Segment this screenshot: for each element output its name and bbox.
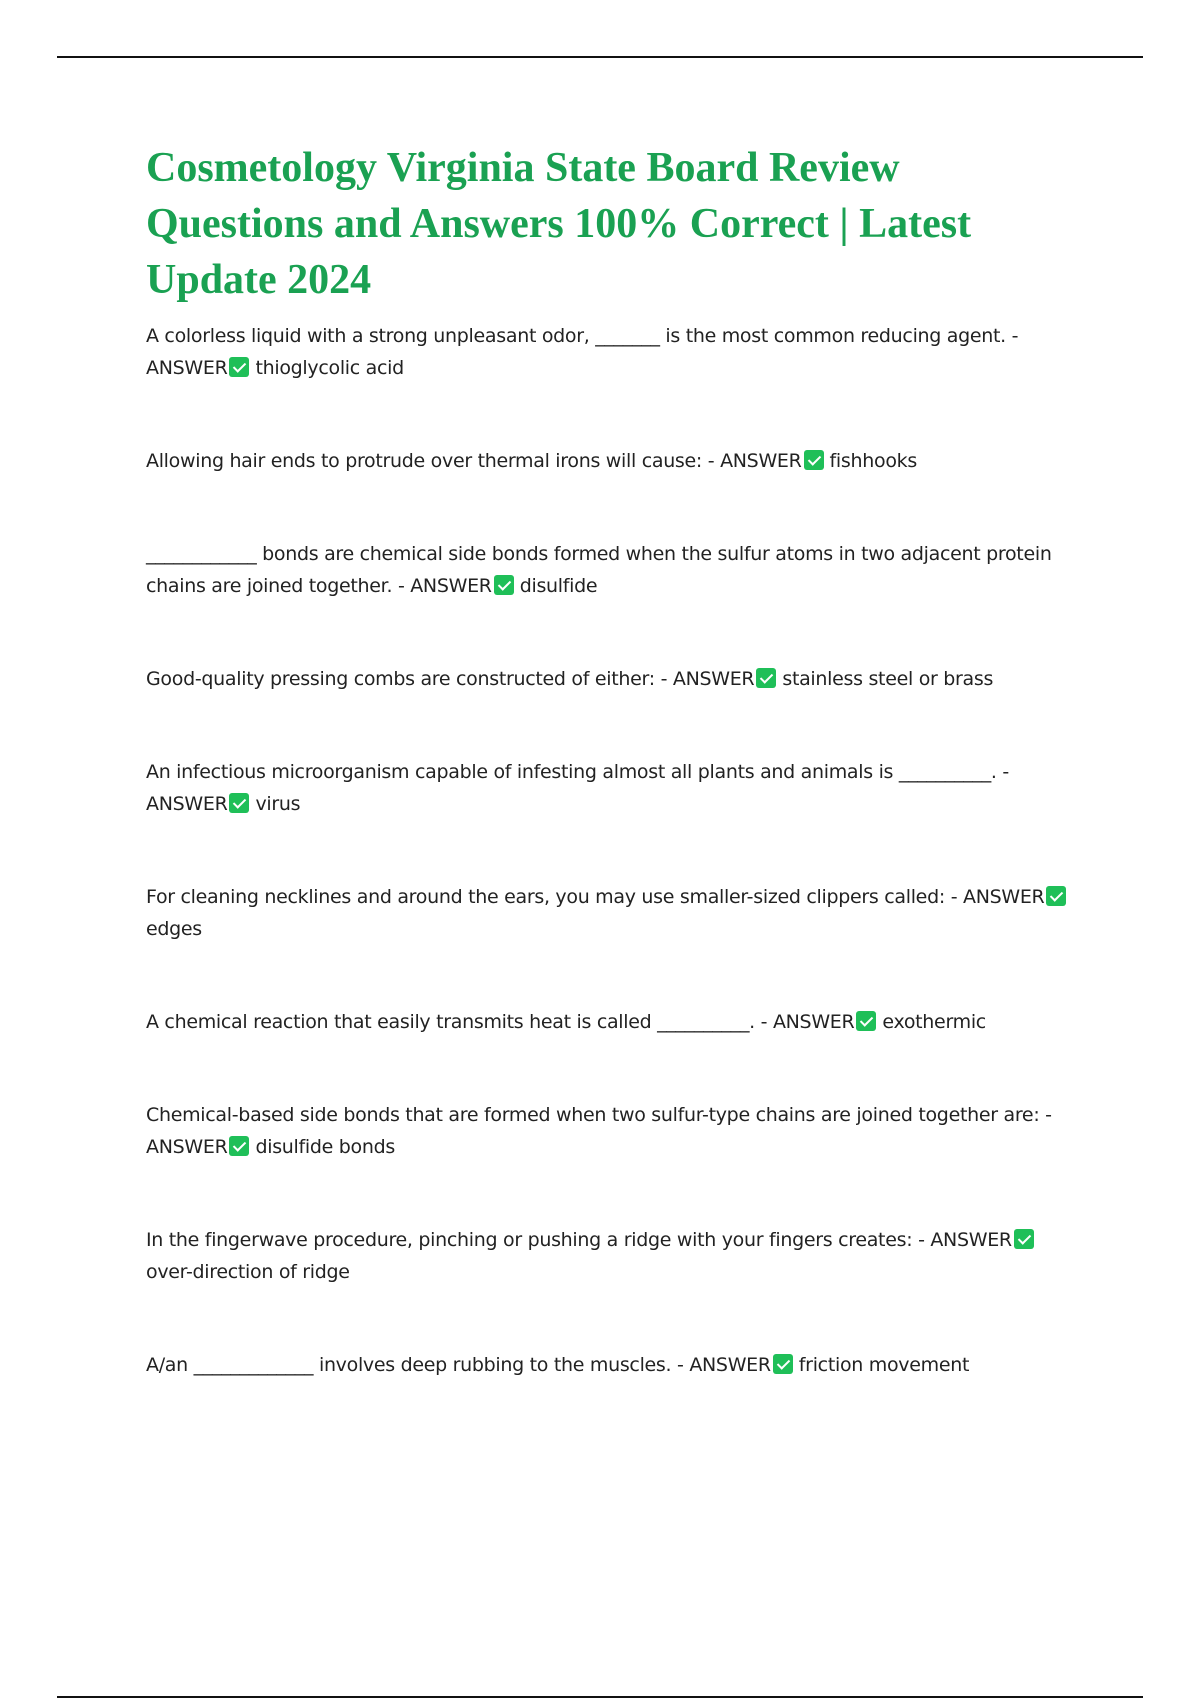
- check-icon: [756, 668, 776, 688]
- check-icon: [494, 575, 514, 595]
- question-text: In the fingerwave procedure, pinching or pushing a ridge with your fingers creates:: [146, 1229, 913, 1251]
- qa-item: [146, 756, 1086, 820]
- answer-text: virus: [255, 793, 301, 815]
- qa-item: [146, 1349, 1086, 1381]
- answer-text: exothermic: [882, 1011, 986, 1033]
- qa-item: [146, 1006, 1086, 1038]
- check-icon: [229, 1136, 249, 1156]
- bottom-divider: [57, 1696, 1143, 1698]
- answer-marker: - ANSWER: [918, 1229, 1012, 1251]
- answer-marker: - ANSWER: [950, 886, 1045, 908]
- top-divider: [57, 56, 1143, 58]
- check-icon: [1014, 1229, 1034, 1249]
- qa-item: [146, 445, 1086, 477]
- answer-marker: - ANSWER: [146, 325, 1019, 379]
- answer-marker: - ANSWER: [146, 761, 1009, 815]
- answer-marker: - ANSWER: [760, 1011, 855, 1033]
- answer-text: fishhooks: [829, 450, 917, 472]
- qa-item: [146, 663, 1086, 695]
- question-text: Chemical-based side bonds that are formed when two sulfur-type chains are joined together are:: [146, 1104, 1040, 1126]
- answer-marker: - ANSWER: [397, 575, 492, 597]
- question-text: ____________ bonds are chemical side bonds formed when the sulfur atoms in two adjacent protein chains are joined together.: [146, 543, 1052, 597]
- qa-item: [146, 881, 1086, 945]
- answer-text: over-direction of ridge: [146, 1261, 350, 1283]
- question-text: A chemical reaction that easily transmits heat is called __________.: [146, 1011, 755, 1033]
- qa-list: [146, 320, 1086, 1381]
- qa-item: [146, 538, 1086, 602]
- document-body: [146, 140, 1086, 1381]
- answer-text: friction movement: [798, 1354, 970, 1376]
- answer-marker: - ANSWER: [707, 450, 802, 472]
- check-icon: [229, 793, 249, 813]
- answer-text: thioglycolic acid: [255, 357, 404, 379]
- answer-marker: - ANSWER: [660, 668, 755, 690]
- question-text: A colorless liquid with a strong unpleasant odor, _______ is the most common reducing agent.: [146, 325, 1006, 347]
- check-icon: [804, 450, 824, 470]
- answer-marker: - ANSWER: [146, 1104, 1052, 1158]
- answer-text: disulfide: [519, 575, 598, 597]
- answer-text: stainless steel or brass: [782, 668, 994, 690]
- document-title: Cosmetology Virginia State Board Review Questions and Answers 100% Correct | Latest Update 2024: [146, 145, 972, 303]
- answer-text: disulfide bonds: [255, 1136, 395, 1158]
- check-icon: [229, 357, 249, 377]
- check-icon: [773, 1354, 793, 1374]
- question-text: Allowing hair ends to protrude over thermal irons will cause:: [146, 450, 703, 472]
- answer-text: edges: [146, 918, 202, 940]
- question-text: An infectious microorganism capable of infesting almost all plants and animals is __________.: [146, 761, 997, 783]
- question-text: Good-quality pressing combs are constructed of either:: [146, 668, 655, 690]
- question-text: A/an _____________ involves deep rubbing to the muscles.: [146, 1354, 672, 1376]
- qa-item: [146, 1099, 1086, 1163]
- question-text: For cleaning necklines and around the ears, you may use smaller-sized clippers called:: [146, 886, 945, 908]
- check-icon: [856, 1011, 876, 1031]
- check-icon: [1046, 886, 1066, 906]
- answer-marker: - ANSWER: [677, 1354, 771, 1376]
- qa-item: [146, 1224, 1086, 1288]
- qa-item: [146, 320, 1086, 384]
